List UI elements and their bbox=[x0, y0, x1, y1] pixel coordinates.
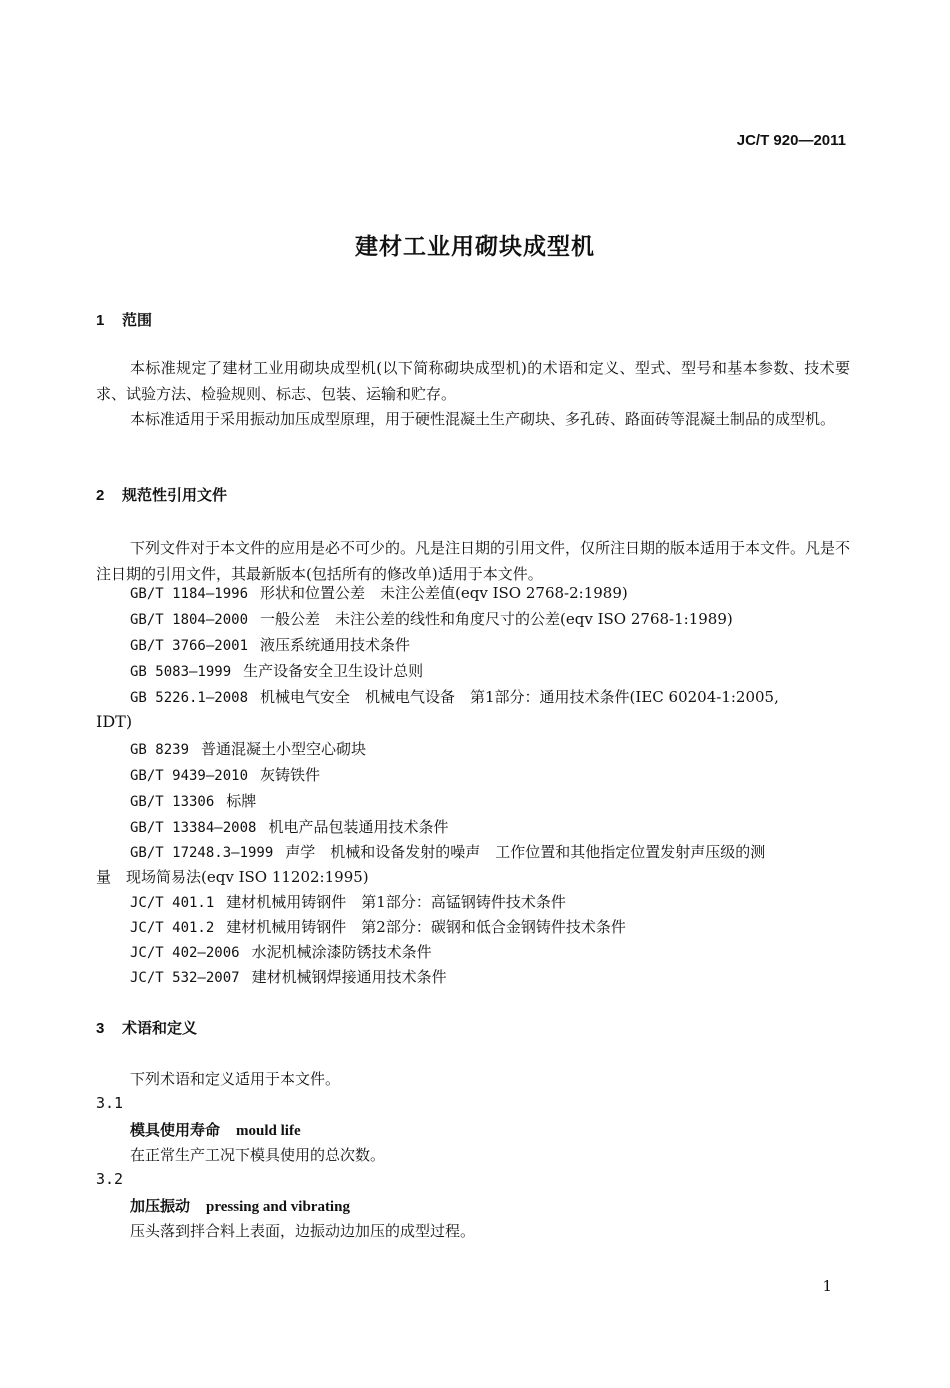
reference-code: GB 8239 bbox=[130, 742, 190, 758]
reference-code: GB 5083—1999 bbox=[130, 664, 232, 680]
reference-code: JC/T 402—2006 bbox=[130, 945, 240, 961]
reference-code: GB/T 9439—2010 bbox=[130, 768, 249, 784]
reference-title: 灰铸铁件 bbox=[260, 766, 321, 784]
terms-intro: 下列术语和定义适用于本文件。 bbox=[130, 1070, 341, 1088]
reference-title: 机电产品包装通用技术条件 bbox=[268, 818, 449, 836]
reference-item bbox=[130, 891, 566, 912]
reference-item bbox=[130, 608, 733, 629]
reference-code: GB/T 13384—2008 bbox=[130, 820, 257, 836]
term-name bbox=[130, 1119, 301, 1140]
scope-paragraph-2: 本标准适用于采用振动加压成型原理，用于硬性混凝土生产砌块、多孔砖、路面砖等混凝土制品的成型机。 bbox=[130, 410, 836, 428]
reference-code: JC/T 532—2007 bbox=[130, 970, 240, 986]
section-number: 1 bbox=[96, 312, 105, 329]
term-number: 3.1 bbox=[96, 1094, 124, 1112]
reference-code: GB/T 13306 bbox=[130, 794, 215, 810]
reference-title: 水泥机械涂漆防锈技术条件 bbox=[251, 943, 432, 961]
reference-item bbox=[130, 582, 628, 603]
reference-title: 液压系统通用技术条件 bbox=[260, 636, 411, 654]
reference-item bbox=[130, 738, 366, 759]
reference-item bbox=[130, 660, 423, 681]
term-definition: 压头落到拌合料上表面，边振动边加压的成型过程。 bbox=[130, 1222, 476, 1240]
reference-code: GB/T 1184—1996 bbox=[130, 586, 249, 602]
reference-item bbox=[130, 941, 432, 962]
reference-title: 一般公差 未注公差的线性和角度尺寸的公差(eqv ISO 2768-1:1989) bbox=[260, 610, 733, 628]
section-title: 规范性引用文件 bbox=[122, 486, 228, 504]
section-1-heading bbox=[96, 309, 152, 330]
reference-title: 形状和位置公差 未注公差值(eqv ISO 2768-2:1989) bbox=[260, 584, 628, 602]
reference-code: GB 5226.1—2008 bbox=[130, 690, 249, 706]
reference-item bbox=[130, 841, 765, 862]
term-name bbox=[130, 1195, 350, 1216]
reference-item bbox=[130, 916, 626, 937]
reference-item bbox=[130, 790, 256, 811]
reference-code: GB/T 17248.3—1999 bbox=[130, 845, 274, 861]
reference-item bbox=[130, 686, 779, 707]
reference-code: GB/T 1804—2000 bbox=[130, 612, 249, 628]
term-number: 3.2 bbox=[96, 1170, 124, 1188]
reference-title: 声学 机械和设备发射的噪声 工作位置和其他指定位置发射声压级的测 bbox=[285, 843, 766, 861]
reference-title: 标牌 bbox=[226, 792, 257, 810]
section-title: 范围 bbox=[122, 311, 153, 329]
reference-code: JC/T 401.2 bbox=[130, 920, 215, 936]
section-number: 2 bbox=[96, 487, 105, 504]
section-2-heading bbox=[96, 484, 227, 505]
document-title: 建材工业用砌块成型机 bbox=[355, 234, 595, 260]
standard-code: JC/T 920—2011 bbox=[736, 132, 846, 149]
term-en: mould life bbox=[236, 1123, 301, 1139]
reference-code: GB/T 3766—2001 bbox=[130, 638, 249, 654]
section-title: 术语和定义 bbox=[122, 1019, 198, 1037]
section-3-heading bbox=[96, 1017, 197, 1038]
reference-title: 建材机械用铸钢件 第2部分：碳钢和低合金钢铸件技术条件 bbox=[226, 918, 626, 936]
references-intro: 下列文件对于本文件的应用是必不可少的。凡是注日期的引用文件，仅所注日期的版本适用于本文件。凡是不注日期的引用文件，其最新版本(包括所有的修改单)适用于本文件。 bbox=[96, 539, 851, 583]
reference-title: 建材机械用铸钢件 第1部分：高锰钢铸件技术条件 bbox=[226, 893, 566, 911]
term-zh: 加压振动 bbox=[130, 1197, 191, 1215]
term-definition: 在正常生产工况下模具使用的总次数。 bbox=[130, 1146, 386, 1164]
reference-item bbox=[130, 764, 320, 785]
page-number: 1 bbox=[822, 1277, 832, 1295]
reference-code: JC/T 401.1 bbox=[130, 895, 215, 911]
section-number: 3 bbox=[96, 1020, 105, 1037]
reference-title: 普通混凝土小型空心砌块 bbox=[201, 740, 367, 758]
reference-item bbox=[130, 816, 448, 837]
scope-paragraph-1: 本标准规定了建材工业用砌块成型机(以下简称砌块成型机)的术语和定义、型式、型号和基本参数、技术要求、试验方法、检验规则、标志、包装、运输和贮存。 bbox=[96, 359, 850, 403]
term-en: pressing and vibrating bbox=[206, 1199, 350, 1215]
reference-item bbox=[130, 966, 447, 987]
term-zh: 模具使用寿命 bbox=[130, 1121, 221, 1139]
reference-title: 机械电气安全 机械电气设备 第1部分：通用技术条件(IEC 60204-1:2005, bbox=[260, 688, 779, 706]
reference-continuation: 量 现场简易法(eqv ISO 11202:1995) bbox=[96, 868, 369, 886]
reference-continuation: IDT) bbox=[96, 712, 133, 731]
reference-title: 建材机械钢焊接通用技术条件 bbox=[251, 968, 447, 986]
reference-item bbox=[130, 634, 410, 655]
reference-title: 生产设备安全卫生设计总则 bbox=[243, 662, 424, 680]
